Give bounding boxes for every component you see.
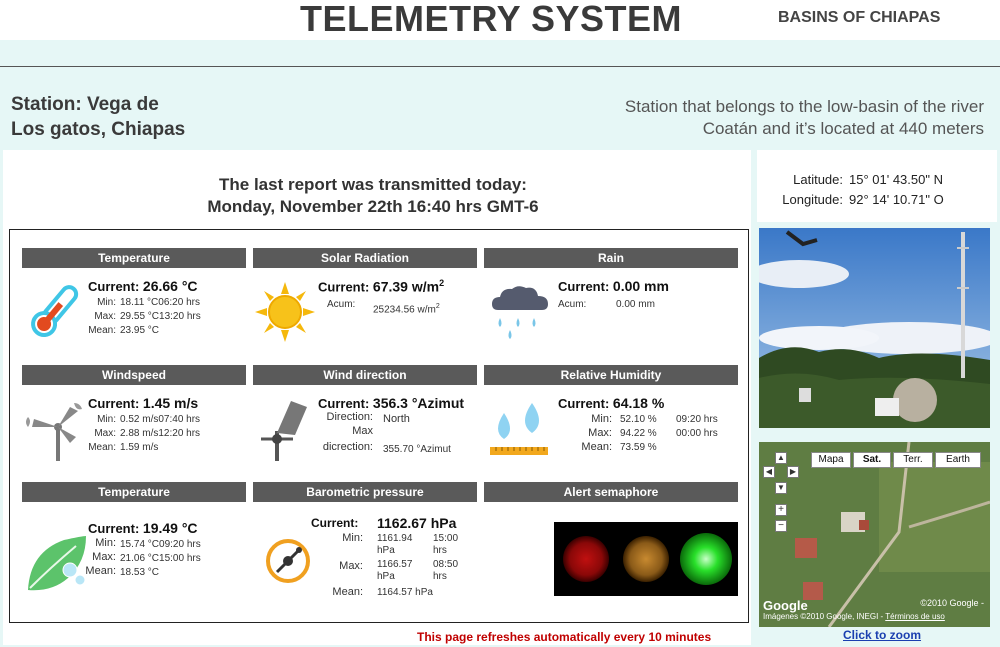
pan-down-icon[interactable]: ▼ <box>775 482 787 494</box>
page-subtitle: BASINS OF CHIAPAS <box>778 9 941 26</box>
temperature-mean-label: Mean: <box>88 325 116 336</box>
pan-right-icon[interactable]: ▶ <box>787 466 799 478</box>
station-description <box>564 96 984 140</box>
sun-icon <box>253 280 317 344</box>
pan-up-icon[interactable]: ▲ <box>775 452 787 464</box>
pressure-max-time: 08:50 <box>433 559 459 570</box>
temperature-panel <box>22 248 246 358</box>
solar-current-value: 67.39 w/m <box>372 278 440 295</box>
winddir-current-label: Current: <box>318 396 370 411</box>
rain-current-label: Current: <box>558 279 610 294</box>
station-photo-image <box>759 228 990 428</box>
rain-current-value: 0.00 mm <box>612 278 669 294</box>
temperature-mean-value: 23.95 °C <box>120 325 160 336</box>
humidity-mean-value: 73.59 % <box>620 442 657 453</box>
map-type-earth-button[interactable]: Earth <box>935 452 981 468</box>
winddir-header: Wind direction <box>253 365 477 385</box>
pressure-min-time: 15:00 <box>433 533 459 544</box>
temperature2-mean-value: 18.53 °C <box>120 567 160 578</box>
temperature-min-value: 18.11 °C06:20 hrs <box>120 297 200 308</box>
pressure-min-value: 1161.94 <box>377 533 413 544</box>
winddir-maxdir-label2: dicrection: <box>322 441 373 453</box>
humidity-current-label: Current: <box>558 396 610 411</box>
last-report <box>3 174 743 218</box>
windspeed-current-label: Current: <box>88 396 140 411</box>
report-line1: The last report was transmitted today: <box>219 175 527 194</box>
rain-cloud-icon <box>488 284 552 346</box>
pressure-mean-label: Mean: <box>332 586 363 598</box>
winddir-direction-value: North <box>383 413 410 425</box>
solar-current-label: Current: <box>318 279 370 295</box>
pressure-current <box>377 515 456 531</box>
zoom-out-icon[interactable]: − <box>775 520 787 532</box>
alert-header: Alert semaphore <box>484 482 738 502</box>
longitude-label: Longitude: <box>782 192 843 207</box>
coordinates-panel <box>757 150 997 222</box>
pressure-current-label: Current: <box>311 516 359 530</box>
map-attribution <box>763 612 945 621</box>
temperature2-panel <box>22 482 246 612</box>
traffic-light-icon <box>554 522 738 596</box>
station-name-line2: Los gatos, Chiapas <box>11 119 186 140</box>
windspeed-max-value: 2.88 m/s12:20 hrs <box>120 428 201 439</box>
humidity-min-label: Min: <box>591 413 612 425</box>
location-map[interactable] <box>759 442 990 627</box>
pressure-mean-value: 1164.57 hPa <box>377 587 433 598</box>
humidity-max-time: 00:00 hrs <box>676 428 718 439</box>
longitude-row <box>771 190 944 210</box>
refresh-notice: This page refreshes automatically every 10 minutes <box>417 630 712 644</box>
latitude-label: Latitude: <box>793 172 843 187</box>
temperature2-current-label: Current: <box>88 521 140 536</box>
windspeed-min-value: 0.52 m/s07:40 hrs <box>120 414 201 425</box>
windspeed-max-label: Max: <box>94 428 116 439</box>
latitude-row <box>771 170 944 190</box>
station-desc-line2: Coatán and it’s located at 440 meters <box>702 119 984 138</box>
winddir-direction-label: Direction: <box>326 411 373 423</box>
map-type-terr-button[interactable]: Terr. <box>893 452 933 468</box>
station-desc-line1: Station that belongs to the low-basin of the river <box>624 97 984 116</box>
click-to-zoom-link[interactable]: Click to zoom <box>843 628 922 642</box>
temperature2-min-label: Min: <box>95 537 116 549</box>
rain-header: Rain <box>484 248 738 268</box>
top-bar <box>0 0 1000 40</box>
solar-panel <box>253 248 477 358</box>
solar-header: Solar Radiation <box>253 248 477 268</box>
winddir-current-value: 356.3 °Azimut <box>372 395 465 411</box>
station-name-line1: Station: Vega de <box>11 94 159 115</box>
pressure-max-hrs: hrs <box>433 571 447 582</box>
solar-current-sup: 2 <box>439 278 445 288</box>
amber-light-icon <box>623 536 669 582</box>
windspeed-min-label: Min: <box>97 414 116 425</box>
solar-acum-label: Acum: <box>327 299 356 310</box>
map-type-sat-button[interactable]: Sat. <box>853 452 891 468</box>
pressure-panel <box>253 482 477 612</box>
temperature-header: Temperature <box>22 248 246 268</box>
solar-acum <box>373 300 440 316</box>
solar-acum-sup: 2 <box>435 303 440 310</box>
pressure-min-label: Min: <box>342 532 363 544</box>
latitude-value: 15° 01' 43.50" N <box>849 172 943 187</box>
humidity-current-value: 64.18 % <box>612 395 665 411</box>
temperature2-current-value: 19.49 °C <box>142 520 198 536</box>
water-drops-icon <box>488 399 552 463</box>
winddir-maxdir-value: 355.70 °Azimut <box>383 444 451 455</box>
solar-acum-value: 25234.56 w/m <box>373 304 436 316</box>
rain-panel <box>484 248 738 358</box>
temperature-current-value: 26.66 °C <box>142 278 198 294</box>
page-title: TELEMETRY SYSTEM <box>300 0 683 39</box>
longitude-value: 92° 14' 10.71" O <box>849 192 944 207</box>
temperature-max-label: Max: <box>94 311 116 322</box>
pressure-max-label: Max: <box>339 560 363 572</box>
report-line2: Monday, November 22th 16:40 hrs GMT-6 <box>207 197 539 216</box>
sensor-grid <box>9 229 749 623</box>
pan-left-icon[interactable]: ◀ <box>763 466 775 478</box>
humidity-panel <box>484 365 738 475</box>
map-copyright-line2: Imágenes ©2010 Google, INEGI - <box>763 612 884 621</box>
rain-acum-label: Acum: <box>558 299 587 310</box>
windspeed-header: Windspeed <box>22 365 246 385</box>
alert-panel <box>484 482 738 612</box>
windspeed-mean-value: 1.59 m/s <box>120 442 159 453</box>
pressure-max-unit: hPa <box>377 571 395 582</box>
pressure-header: Barometric pressure <box>253 482 477 502</box>
divider <box>0 66 1000 67</box>
windspeed-mean-label: Mean: <box>88 442 116 453</box>
station-photo <box>759 228 990 428</box>
barometer-icon <box>263 536 313 586</box>
windspeed-panel <box>22 365 246 475</box>
humidity-header: Relative Humidity <box>484 365 738 385</box>
humidity-max-label: Max: <box>588 427 612 439</box>
humidity-max-value: 94.22 % <box>620 428 657 439</box>
pressure-current-value: 1162.67 hPa <box>377 515 457 531</box>
temperature2-mean-label: Mean: <box>85 565 116 577</box>
temperature2-header: Temperature <box>22 482 246 502</box>
pressure-min-unit: hPa <box>377 545 395 556</box>
google-logo: Google <box>763 598 808 613</box>
winddir-maxdir-label1: Max <box>352 425 373 437</box>
temperature2-max-label: Max: <box>92 551 116 563</box>
temperature-current-label: Current: <box>88 279 140 294</box>
temperature-max-value: 29.55 °C13:20 hrs <box>120 311 201 322</box>
map-terms-link[interactable]: Términos de uso <box>885 612 945 621</box>
pressure-min-hrs: hrs <box>433 545 447 556</box>
pressure-max-value: 1166.57 <box>377 559 413 570</box>
winddir-panel <box>253 365 477 475</box>
temperature2-max-value: 21.06 °C15:00 hrs <box>120 553 201 564</box>
red-light-icon <box>563 536 609 582</box>
humidity-min-time: 09:20 hrs <box>676 414 718 425</box>
humidity-mean-label: Mean: <box>581 441 612 453</box>
humidity-min-value: 52.10 % <box>620 414 657 425</box>
main-panel <box>3 150 751 645</box>
map-type-map-button[interactable]: Mapa <box>811 452 851 468</box>
rain-acum-value: 0.00 mm <box>616 299 655 310</box>
green-light-icon <box>680 533 732 585</box>
temperature-min-label: Min: <box>97 297 116 308</box>
station-name <box>11 92 231 142</box>
zoom-in-icon[interactable]: + <box>775 504 787 516</box>
temperature2-min-value: 15.74 °C09:20 hrs <box>120 539 201 550</box>
map-copyright: ©2010 Google - <box>920 598 984 608</box>
windspeed-current-value: 1.45 m/s <box>142 395 199 411</box>
